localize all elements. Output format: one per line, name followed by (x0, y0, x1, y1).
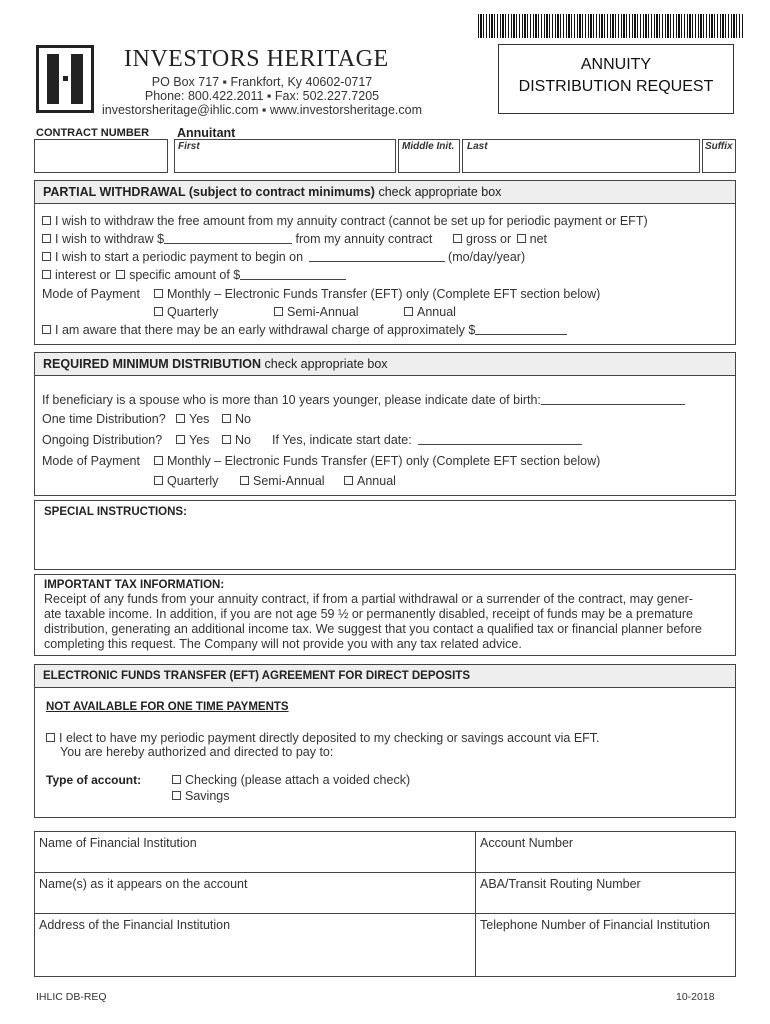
free-amount-checkbox[interactable] (42, 216, 51, 225)
company-address: PO Box 717 ▪ Frankfort, Ky 40602-0717 (151, 75, 373, 89)
withdraw-amount-text: I wish to withdraw $ (55, 232, 165, 246)
ongoing-start-date (272, 433, 582, 447)
partial-semi-annual-label: Semi-Annual (287, 305, 359, 319)
rmd-heading (34, 352, 736, 376)
withdraw-amount-option (42, 232, 432, 246)
gross-label: gross or (466, 232, 512, 246)
eft-authorized-text: You are hereby authorized and directed to pay to: (60, 745, 334, 759)
names-on-account-label: Name(s) as it appears on the account (39, 877, 248, 891)
tax-information-box (34, 574, 736, 656)
one-time-yes-option (176, 412, 209, 426)
first-name-label: First (178, 141, 200, 152)
company-name: INVESTORS HERITAGE (124, 46, 389, 72)
contract-number-field[interactable] (34, 139, 168, 173)
rmd-monthly-eft-checkbox[interactable] (154, 456, 163, 465)
withdraw-amount-checkbox[interactable] (42, 234, 51, 243)
form-id: IHLIC DB-REQ (36, 991, 107, 1003)
partial-mode-label: Mode of Payment (42, 287, 140, 301)
rmd-annual-label: Annual (357, 474, 396, 488)
last-name-label: Last (467, 141, 488, 152)
ongoing-no-option (222, 433, 251, 447)
partial-monthly-eft-label: Monthly – Electronic Funds Transfer (EFT) only (Complete EFT section below) (167, 287, 601, 301)
company-email-web: investorsheritage@ihlic.com ▪ www.investorsheritage.com (101, 103, 423, 117)
withdraw-amount-mid: from my annuity contract (292, 232, 433, 246)
ongoing-start-date-blank[interactable] (418, 434, 582, 445)
specific-amount-blank[interactable] (240, 269, 346, 280)
free-amount-text: I wish to withdraw the free amount from my annuity contract (cannot be set up for periodic payment or EFT) (55, 214, 648, 228)
withdraw-amount-blank[interactable] (164, 233, 292, 244)
eft-heading: ELECTRONIC FUNDS TRANSFER (EFT) AGREEMENT FOR DIRECT DEPOSITS (34, 664, 736, 688)
ongoing-label: Ongoing Distribution? (42, 433, 163, 447)
partial-quarterly-checkbox[interactable] (154, 307, 163, 316)
ongoing-yes-option (176, 433, 209, 447)
partial-monthly-eft-option (154, 287, 600, 301)
partial-heading-rest: check appropriate box (374, 185, 502, 199)
partial-semi-annual-option (274, 305, 359, 319)
free-amount-option (42, 214, 648, 228)
special-instructions-field[interactable] (34, 500, 736, 570)
suffix-label: Suffix (705, 141, 733, 152)
partial-annual-checkbox[interactable] (404, 307, 413, 316)
one-time-no-label: No (235, 412, 251, 426)
rmd-quarterly-option (154, 474, 218, 488)
not-available-notice: NOT AVAILABLE FOR ONE TIME PAYMENTS (46, 701, 289, 713)
rmd-quarterly-label: Quarterly (167, 474, 219, 488)
ongoing-no-label: No (235, 433, 251, 447)
special-instructions-label: SPECIAL INSTRUCTIONS: (44, 506, 187, 518)
form-title-line2: DISTRIBUTION REQUEST (518, 78, 714, 95)
contract-number-label: CONTRACT NUMBER (36, 127, 150, 139)
one-time-no-option (222, 412, 251, 426)
account-number-field[interactable] (475, 831, 736, 873)
rmd-quarterly-checkbox[interactable] (154, 476, 163, 485)
names-on-account-field[interactable] (34, 872, 476, 914)
tax-information-label: IMPORTANT TAX INFORMATION: (44, 579, 225, 591)
spouse-dob-text: If beneficiary is a spouse who is more than 10 years younger, please indicate date of birth: (42, 393, 541, 407)
middle-init-label: Middle Init. (402, 141, 455, 152)
ongoing-no-checkbox[interactable] (222, 435, 231, 444)
ongoing-yes-checkbox[interactable] (176, 435, 185, 444)
net-label: net (529, 232, 548, 246)
savings-option (172, 789, 229, 803)
institution-address-field[interactable] (34, 913, 476, 977)
form-date: 10-2018 (676, 991, 715, 1003)
savings-checkbox[interactable] (172, 791, 181, 800)
company-phone-fax: Phone: 800.422.2011 ▪ Fax: 502.227.7205 (144, 89, 380, 103)
institution-address-label: Address of the Financial Institution (39, 918, 231, 932)
eft-elect-checkbox[interactable] (46, 733, 55, 742)
rmd-semi-annual-option (240, 474, 325, 488)
annuitant-label: Annuitant (177, 126, 236, 140)
partial-annual-option (404, 305, 456, 319)
tax-text-line1: Receipt of any funds from your annuity contract, if from a partial withdrawal or a surrender of the contract, may gener- (44, 592, 693, 606)
checking-label: Checking (please attach a voided check) (185, 773, 411, 787)
institution-phone-field[interactable] (475, 913, 736, 977)
rmd-semi-annual-label: Semi-Annual (253, 474, 325, 488)
partial-withdrawal-heading (34, 180, 736, 204)
spouse-dob-line (42, 393, 685, 407)
tax-text-line2: ate taxable income. In addition, if you are not age 59 ½ or permanently disabled, receipt of funds may be a premature (44, 607, 693, 621)
rmd-semi-annual-checkbox[interactable] (240, 476, 249, 485)
early-withdrawal-blank[interactable] (475, 324, 567, 335)
gross-checkbox[interactable] (453, 234, 462, 243)
one-time-no-checkbox[interactable] (222, 414, 231, 423)
one-time-label: One time Distribution? (42, 412, 166, 426)
partial-heading-bold: PARTIAL WITHDRAWAL (subject to contract minimums) (43, 185, 375, 199)
partial-annual-label: Annual (417, 305, 456, 319)
periodic-payment-checkbox[interactable] (42, 252, 51, 261)
periodic-payment-option (42, 250, 525, 264)
specific-amount-checkbox[interactable] (116, 270, 125, 279)
interest-specific-option (42, 268, 346, 282)
interest-label: interest or (55, 268, 111, 282)
spouse-dob-blank[interactable] (541, 394, 685, 405)
early-withdrawal-checkbox[interactable] (42, 325, 51, 334)
tax-text-line3: distribution, generating an additional income tax. We suggest that you contact a qualified tax or financial planner before (44, 622, 702, 636)
account-number-label: Account Number (480, 836, 574, 850)
interest-checkbox[interactable] (42, 270, 51, 279)
annuitant-last-field[interactable] (462, 139, 700, 173)
rmd-mode-label: Mode of Payment (42, 454, 140, 468)
periodic-date-format: (mo/day/year) (448, 250, 526, 264)
annuitant-first-field[interactable] (174, 139, 396, 173)
early-withdrawal-option (42, 323, 567, 337)
eft-elect-text: I elect to have my periodic payment directly deposited to my checking or savings account via EFT. (59, 731, 600, 745)
periodic-start-date-blank[interactable] (309, 251, 445, 262)
partial-monthly-eft-checkbox[interactable] (154, 289, 163, 298)
periodic-payment-text: I wish to start a periodic payment to begin on (55, 250, 304, 264)
partial-quarterly-option (154, 305, 218, 319)
tax-text-line4: completing this request. The Company will not provide you with any tax related advice. (44, 637, 522, 651)
annuitant-suffix-field[interactable] (702, 139, 736, 173)
eft-elect-option (46, 731, 600, 745)
early-withdrawal-text: I am aware that there may be an early withdrawal charge of approximately $ (55, 323, 476, 337)
annuitant-middle-field[interactable] (398, 139, 460, 173)
partial-quarterly-label: Quarterly (167, 305, 219, 319)
institution-name-field[interactable] (34, 831, 476, 873)
checking-checkbox[interactable] (172, 775, 181, 784)
rmd-monthly-eft-label: Monthly – Electronic Funds Transfer (EFT) only (Complete EFT section below) (167, 454, 601, 468)
account-type-label: Type of account: (46, 773, 142, 787)
form-title (498, 44, 734, 114)
ongoing-start-date-label: If Yes, indicate start date: (272, 433, 412, 447)
rmd-annual-checkbox[interactable] (344, 476, 353, 485)
gross-net-options (453, 232, 547, 246)
partial-semi-annual-checkbox[interactable] (274, 307, 283, 316)
aba-routing-label: ABA/Transit Routing Number (480, 877, 641, 891)
barcode (478, 14, 744, 38)
rmd-monthly-eft-option (154, 454, 600, 468)
net-checkbox[interactable] (517, 234, 526, 243)
investors-heritage-logo-icon (36, 45, 94, 113)
institution-name-label: Name of Financial Institution (39, 836, 197, 850)
aba-routing-field[interactable] (475, 872, 736, 914)
specific-amount-label: specific amount of $ (129, 268, 241, 282)
one-time-yes-label: Yes (189, 412, 210, 426)
form-title-line1: ANNUITY (580, 56, 652, 73)
savings-label: Savings (185, 789, 230, 803)
rmd-annual-option (344, 474, 396, 488)
checking-option (172, 773, 410, 787)
ongoing-yes-label: Yes (189, 433, 210, 447)
institution-phone-label: Telephone Number of Financial Institution (480, 918, 710, 932)
rmd-heading-rest: check appropriate box (261, 357, 388, 371)
rmd-heading-bold: REQUIRED MINIMUM DISTRIBUTION (43, 357, 262, 371)
one-time-yes-checkbox[interactable] (176, 414, 185, 423)
